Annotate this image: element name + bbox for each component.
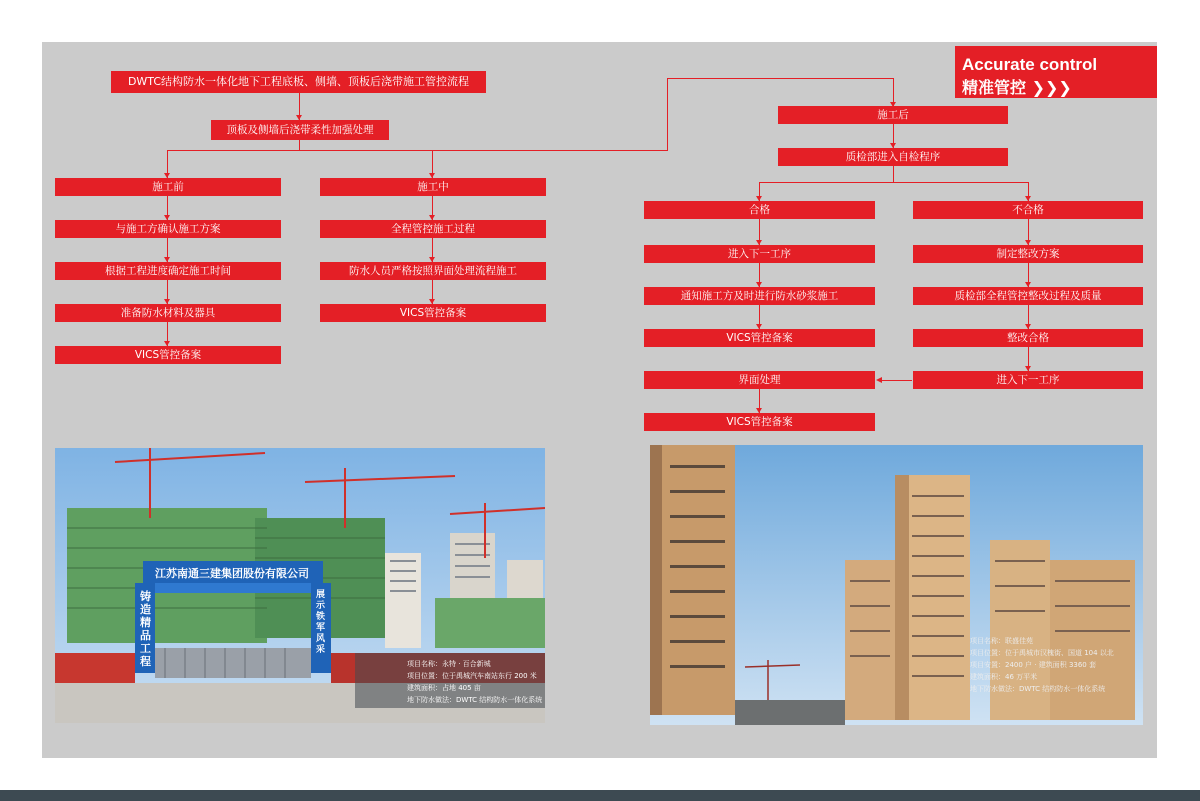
connector: [667, 78, 668, 151]
caption-line: 建筑面积：占地 405 亩: [407, 684, 481, 692]
construction-site-photo: [55, 448, 545, 723]
connector: [167, 150, 667, 151]
connector: [880, 380, 912, 381]
caption-line: 项目名称：联盛佳苑: [970, 637, 1033, 645]
caption-line: 项目名称：永特 · 百合新城: [407, 660, 491, 668]
during-construction-box: 施工中: [320, 178, 546, 196]
accurate-control-logo: [955, 46, 1157, 98]
pass-step-3: VICS管控备案: [644, 329, 875, 347]
pass-step-1: 进入下一工序: [644, 245, 875, 263]
caption-line: 建筑面积：46 万平米: [970, 673, 1038, 681]
caption-line: 地下防水做法：DWTC 结构防水一体化系统: [407, 696, 543, 704]
before-step-4: VICS管控备案: [55, 346, 281, 364]
interface-treatment-box: 界面处理: [644, 371, 875, 389]
connector: [667, 78, 894, 79]
before-step-2: 根据工程进度确定施工时间: [55, 262, 281, 280]
pass-step-2: 通知施工方及时进行防水砂浆施工: [644, 287, 875, 305]
slogan-right: 展示铁军风采: [316, 590, 326, 655]
fail-step-3: 整改合格: [913, 329, 1143, 347]
final-record-box: VICS管控备案: [644, 413, 875, 431]
logo-chinese-title: 精准管控 ❯❯❯: [962, 78, 1072, 97]
connector: [893, 166, 894, 182]
project-caption-2: [970, 635, 1114, 695]
project-caption-1: [407, 658, 542, 706]
flow-title-box: DWTC结构防水一体化地下工程底板、侧墙、顶板后浇带施工管控流程: [111, 71, 486, 93]
during-step-2: 防水人员严格按照界面处理流程施工: [320, 262, 546, 280]
fail-box: 不合格: [913, 201, 1143, 219]
after-construction-box: 施工后: [778, 106, 1008, 124]
self-check-box: 质检部进入自检程序: [778, 148, 1008, 166]
arrow-left-icon: [876, 377, 882, 383]
residential-towers-photo: [650, 445, 1143, 725]
connector: [759, 182, 1028, 183]
company-banner: 江苏南通三建集团股份有限公司: [155, 567, 309, 580]
fail-step-4: 进入下一工序: [913, 371, 1143, 389]
pass-box: 合格: [644, 201, 875, 219]
caption-line: 项目位置：位于禹城汽车南站东行 200 米: [407, 672, 537, 680]
before-construction-box: 施工前: [55, 178, 281, 196]
fail-step-1: 制定整改方案: [913, 245, 1143, 263]
caption-line: 地下防水做法：DWTC 结构防水一体化系统: [970, 685, 1106, 693]
bottom-strip: [0, 790, 1200, 801]
before-step-1: 与施工方确认施工方案: [55, 220, 281, 238]
caption-line: 项目位置：位于禹城市汉槐街、国道 104 以北: [970, 649, 1114, 657]
before-step-3: 准备防水材料及器具: [55, 304, 281, 322]
fail-step-2: 质检部全程管控整改过程及质量: [913, 287, 1143, 305]
during-step-3: VICS管控备案: [320, 304, 546, 322]
during-step-1: 全程管控施工过程: [320, 220, 546, 238]
slogan-left: 铸造精品工程: [140, 590, 151, 668]
logo-english-title: Accurate control: [962, 55, 1098, 74]
reinforce-step-box: 顶板及侧墙后浇带柔性加强处理: [211, 120, 389, 140]
caption-line: 项目安置：2400 户 · 建筑面积 3360 套: [970, 661, 1096, 669]
